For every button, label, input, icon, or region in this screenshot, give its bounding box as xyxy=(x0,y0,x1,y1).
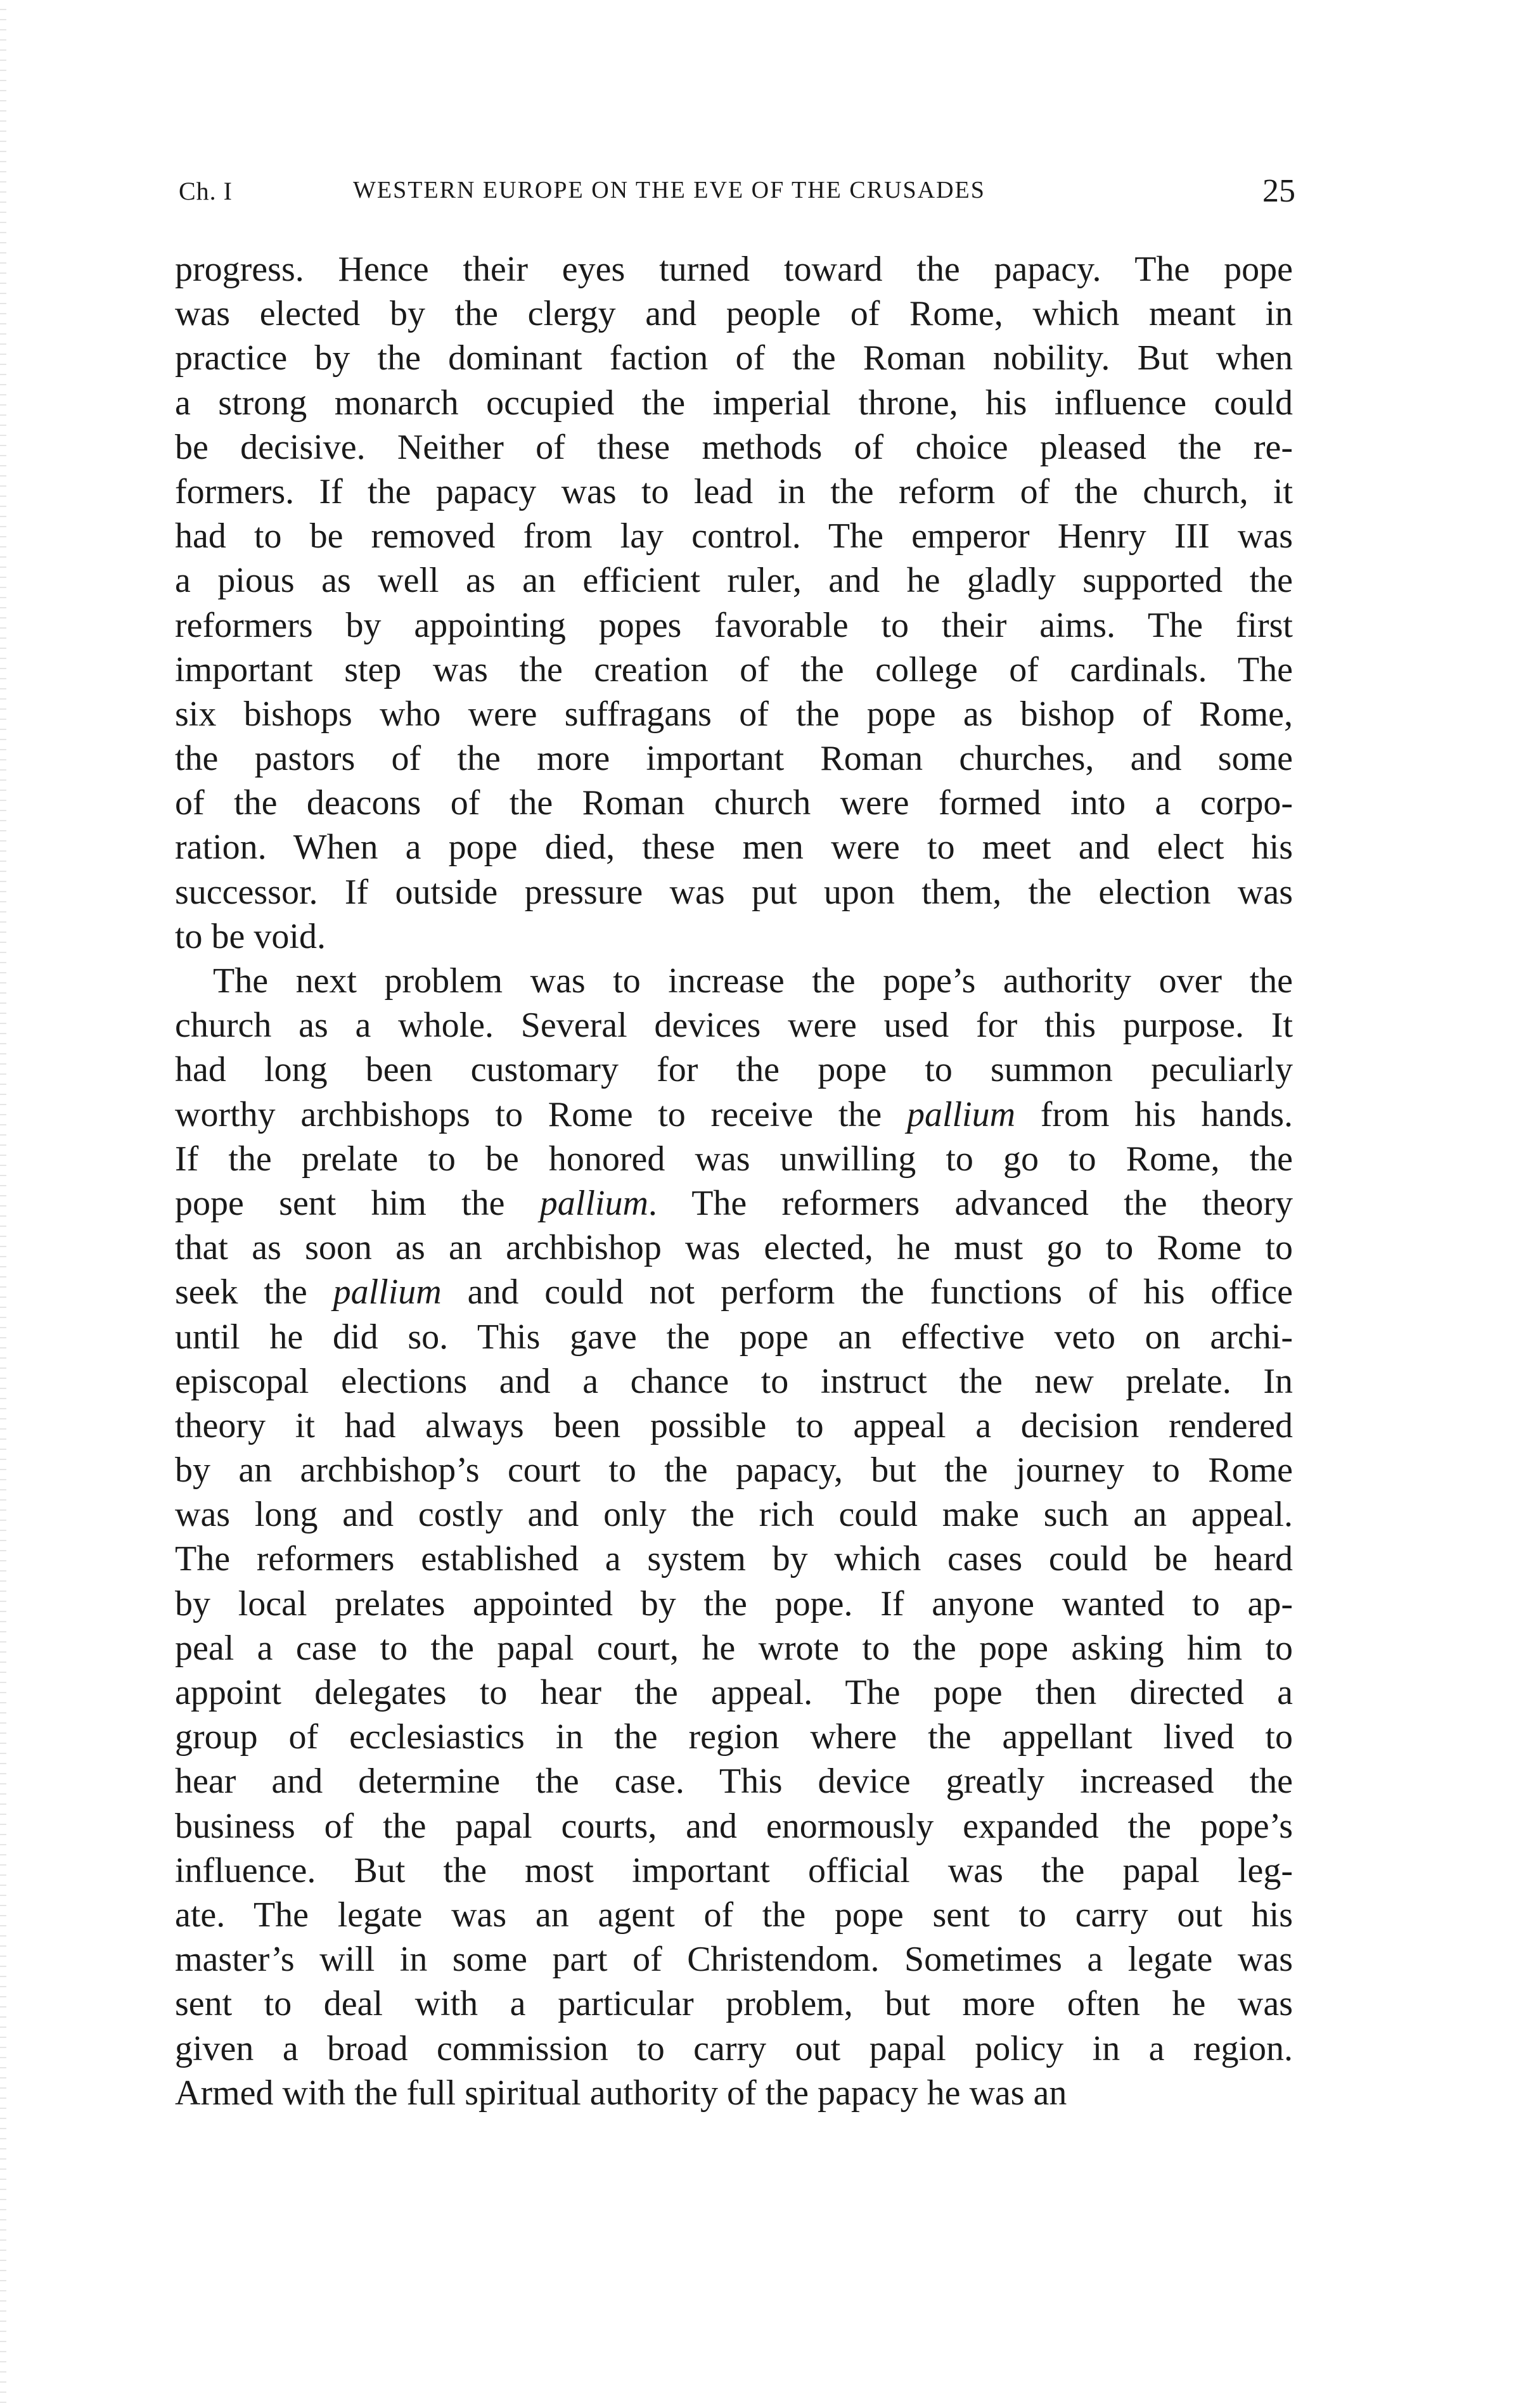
text-line: worthy archbishops to Rome to receive the pallium from his hands. xyxy=(175,1094,1293,1134)
text-line: If the prelate to be honored was unwilling to go to Rome, the xyxy=(175,1139,1293,1179)
text-line: The reformers established a system by which cases could be heard xyxy=(175,1539,1293,1579)
text-line: progress. Hence their eyes turned toward the papacy. The pope xyxy=(175,250,1293,289)
text-line: pope sent him the pallium. The reformers advanced the theory xyxy=(175,1183,1293,1223)
text-line: was elected by the clergy and people of Rome, which meant in xyxy=(175,294,1293,334)
text-line: sent to deal with a particular problem, but more often he was xyxy=(175,1984,1293,2024)
text-line: six bishops who were suffragans of the pope as bishop of Rome, xyxy=(175,694,1293,734)
text-line: influence. But the most important official was the papal leg- xyxy=(175,1850,1293,1890)
text-line: peal a case to the papal court, he wrote to the pope asking him to xyxy=(175,1628,1293,1668)
text-line: appoint delegates to hear the appeal. The pope then directed a xyxy=(175,1673,1293,1712)
text-line: formers. If the papacy was to lead in the reform of the church, it xyxy=(175,471,1293,511)
text-line: a pious as well as an efficient ruler, and he gladly supported the xyxy=(175,561,1293,601)
running-title: WESTERN EUROPE ON THE EVE OF THE CRUSADES xyxy=(353,177,985,203)
text-line: had long been customary for the pope to summon peculiarly xyxy=(175,1050,1293,1090)
text-line: Armed with the full spiritual authority of the papacy he was an xyxy=(175,2073,1067,2113)
text-line: business of the papal courts, and enormously expanded the pope’s xyxy=(175,1806,1293,1846)
text-line: The next problem was to increase the pope’s authority over the xyxy=(213,961,1293,1001)
text-line: important step was the creation of the college of cardinals. The xyxy=(175,650,1293,689)
text-line: practice by the dominant faction of the Roman nobility. But when xyxy=(175,338,1293,378)
text-line: until he did so. This gave the pope an effective veto on archi- xyxy=(175,1317,1293,1357)
scan-edge xyxy=(0,0,6,2408)
text-line: master’s will in some part of Christendom. Sometimes a legate was xyxy=(175,1940,1293,1980)
text-line: given a broad commission to carry out papal policy in a region. xyxy=(175,2028,1293,2068)
text-line: hear and determine the case. This device greatly increased the xyxy=(175,1762,1293,1802)
text-line: theory it had always been possible to appeal a decision rendered xyxy=(175,1406,1293,1445)
page-number: 25 xyxy=(1262,173,1295,209)
text-line: ate. The legate was an agent of the pope sent to carry out his xyxy=(175,1895,1293,1935)
text-line: a strong monarch occupied the imperial throne, his influence could xyxy=(175,383,1293,423)
text-line: to be void. xyxy=(175,916,326,956)
text-line: by an archbishop’s court to the papacy, but the journey to Rome xyxy=(175,1451,1293,1490)
text-line: episcopal elections and a chance to instruct the new prelate. In xyxy=(175,1361,1293,1401)
text-line: by local prelates appointed by the pope. If anyone wanted to ap- xyxy=(175,1584,1293,1623)
text-line: the pastors of the more important Roman churches, and some xyxy=(175,739,1293,779)
text-line: be decisive. Neither of these methods of choice pleased the re- xyxy=(175,427,1293,467)
running-head xyxy=(179,173,1319,214)
text-line: that as soon as an archbishop was elected, he must go to Rome to xyxy=(175,1228,1293,1268)
text-line: group of ecclesiastics in the region where the appellant lived to xyxy=(175,1717,1293,1757)
chapter-label: Ch. I xyxy=(179,177,233,205)
text-line: successor. If outside pressure was put upon them, the election was xyxy=(175,872,1293,912)
text-line: of the deacons of the Roman church were formed into a corpo- xyxy=(175,783,1293,823)
text-line: reformers by appointing popes favorable to their aims. The first xyxy=(175,605,1293,645)
body-text xyxy=(175,247,1293,2115)
text-line: was long and costly and only the rich could make such an appeal. xyxy=(175,1495,1293,1535)
text-line: had to be removed from lay control. The emperor Henry III was xyxy=(175,516,1293,556)
text-line: seek the pallium and could not perform the functions of his office xyxy=(175,1272,1293,1312)
text-line: church as a whole. Several devices were used for this purpose. It xyxy=(175,1006,1293,1046)
text-line: ration. When a pope died, these men were to meet and elect his xyxy=(175,828,1293,868)
